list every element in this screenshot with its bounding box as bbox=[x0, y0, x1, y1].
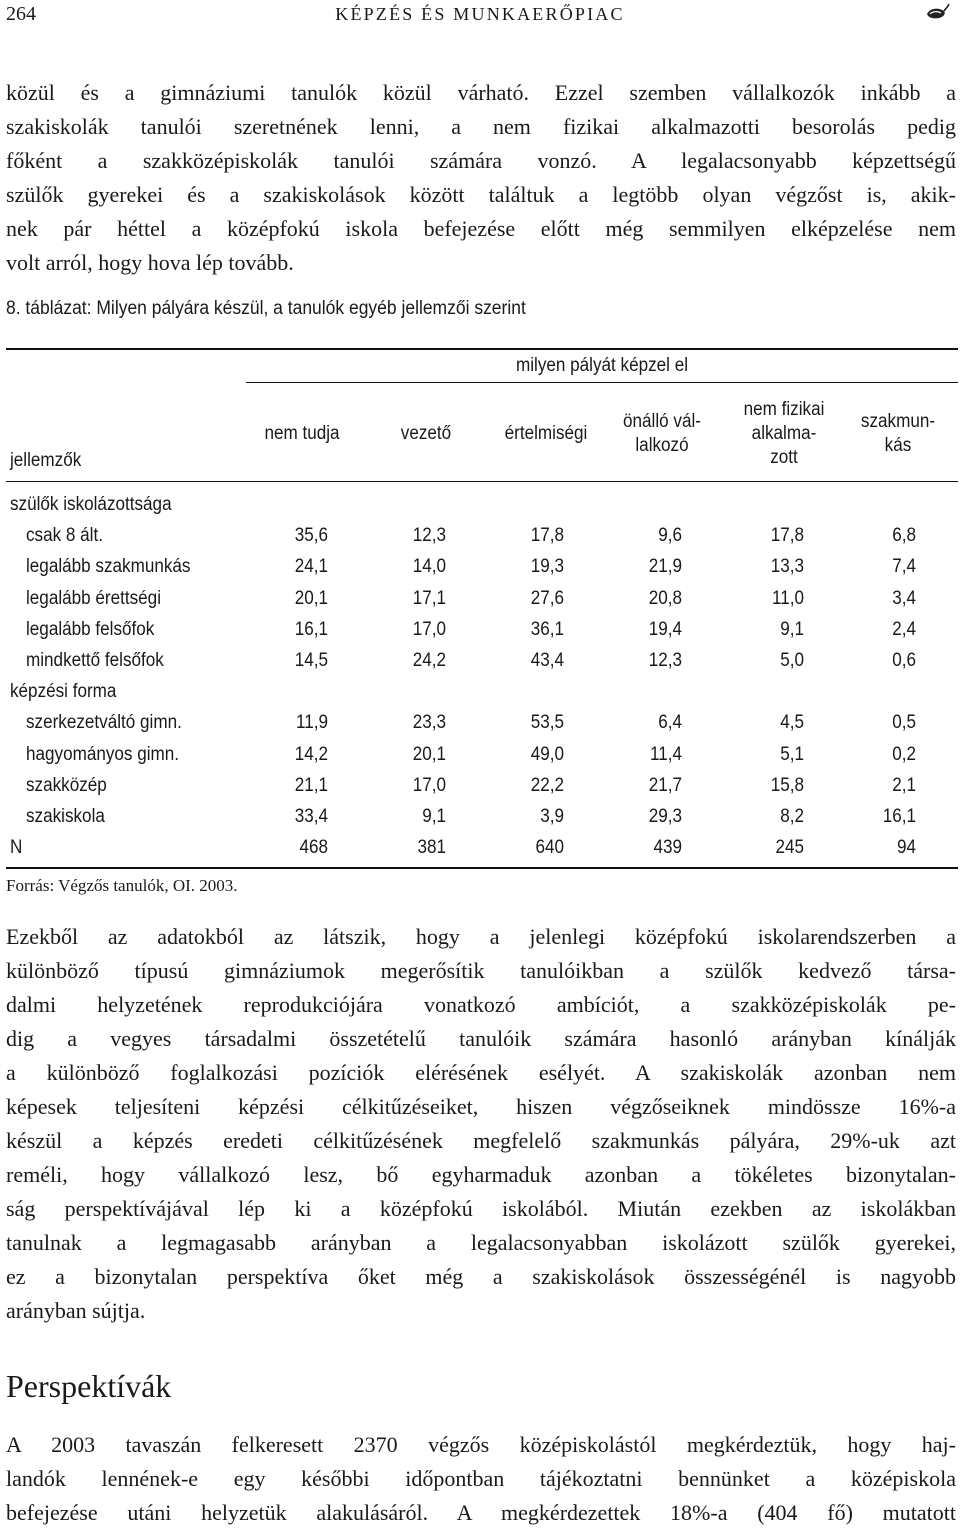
column-header: kás bbox=[884, 435, 912, 456]
text-line: képesek teljesíteni képzési célkitűzéseiket, hiszen végzőseiknek mindössze 16%-a bbox=[6, 1094, 956, 1119]
table-cell: 6,8 bbox=[892, 525, 916, 547]
group-header: milyen pályát képzel el bbox=[515, 355, 689, 376]
table-cell: 21,1 bbox=[294, 774, 328, 796]
column-header: vezető bbox=[400, 423, 452, 444]
text-line: közül és a gimnáziumi tanulók közül várható. Ezzel szemben vállalkozók inkább a bbox=[6, 80, 956, 105]
column-header: nem fizikai bbox=[743, 399, 825, 420]
column-header: zott bbox=[770, 447, 798, 468]
text-line: arányban sújtja. bbox=[6, 1298, 146, 1323]
text-line: befejezése utáni helyzetük alakulásáról. A megkérdezettek 18%-a (404 fő) mutatott bbox=[6, 1500, 956, 1525]
table-cell: 5,0 bbox=[780, 650, 804, 671]
text-line: a különböző foglalkozási pozíciók elérésének esélyét. A szakiskolák azonban nem bbox=[6, 1060, 956, 1085]
column-header: nem tudja bbox=[264, 423, 340, 444]
column-header: szakmun- bbox=[860, 411, 936, 432]
text-line: reméli, hogy vállalkozó lesz, bő egyharmaduk azonban a tökéletes bizonytalan- bbox=[6, 1162, 956, 1187]
text-line: ság perspektívájával lép ki a középfokú iskolából. Miután ezekben az iskolákban bbox=[6, 1196, 956, 1221]
header-bottom-rule bbox=[6, 481, 958, 482]
text-line: Ezekből az adatokból az látszik, hogy a jelenlegi középfokú iskolarendszerben a bbox=[6, 924, 956, 949]
row-label: szerkezetváltó gimn. bbox=[26, 712, 182, 734]
table-cell: 16,1 bbox=[294, 618, 328, 640]
text-line: készül a képzés eredeti célkitűzésének megfelelő szakmunkás pályára, 29%-uk azt bbox=[6, 1128, 956, 1153]
table-cell: 17,8 bbox=[530, 525, 564, 547]
text-line: különböző típusú gimnáziumok megerősítik tanulóikban a szülők kedvező társa- bbox=[6, 958, 956, 983]
table-cell: 9,6 bbox=[658, 525, 682, 547]
table-cell: 12,3 bbox=[412, 525, 446, 547]
table-cell: 381 bbox=[417, 837, 446, 859]
table-cell: 2,4 bbox=[892, 618, 916, 640]
table-caption: 8. táblázat: Milyen pályára készül, a tanulók egyéb jellemzői szerint bbox=[6, 298, 526, 319]
table-cell: 6,4 bbox=[658, 712, 682, 734]
text-line: dig a vegyes társadalmi összetételű tanulóik számára hasonló arányban kínálják bbox=[6, 1026, 956, 1051]
table-cell: 19,4 bbox=[648, 618, 682, 640]
table-cell: 14,0 bbox=[412, 556, 446, 578]
table-cell: 9,1 bbox=[422, 806, 446, 827]
table-source: Forrás: Végzős tanulók, OI. 2003. bbox=[6, 876, 238, 895]
table-cell: 43,4 bbox=[530, 650, 564, 671]
table-bottom-rule bbox=[6, 867, 958, 869]
stub-header: jellemzők bbox=[10, 450, 82, 471]
table-cell: 245 bbox=[775, 837, 804, 859]
pepper-icon bbox=[924, 2, 950, 24]
text-line: főként a szakközépiskolák tanulói számára vonzó. A legalacsonyabb képzettségű bbox=[6, 148, 956, 173]
row-label: szakiskola bbox=[26, 806, 105, 827]
row-label: N bbox=[10, 837, 23, 859]
row-label: csak 8 ált. bbox=[26, 525, 103, 547]
table-cell: 21,9 bbox=[648, 556, 682, 578]
table-cell: 36,1 bbox=[530, 618, 564, 640]
table-cell: 439 bbox=[653, 837, 682, 859]
table-cell: 49,0 bbox=[530, 743, 564, 765]
section-heading: Perspektívák bbox=[6, 1368, 172, 1404]
table-cell: 22,2 bbox=[530, 774, 564, 796]
row-label: legalább érettségi bbox=[26, 587, 161, 609]
table-cell: 20,1 bbox=[412, 743, 446, 765]
text-line: volt arról, hogy hova lép tovább. bbox=[6, 250, 294, 275]
table-cell: 24,2 bbox=[412, 650, 446, 671]
table-cell: 5,1 bbox=[780, 743, 804, 765]
table-cell: 7,4 bbox=[892, 556, 916, 578]
running-header bbox=[0, 0, 960, 30]
text-line: dalmi helyzetének reprodukciójára vonatkozó ambíciót, a szakközépiskolák pe- bbox=[6, 992, 956, 1017]
table-cell: 35,6 bbox=[294, 525, 328, 547]
table-cell: 19,3 bbox=[530, 556, 564, 578]
table-cell: 17,8 bbox=[770, 525, 804, 547]
column-header: lalkozó bbox=[635, 435, 689, 456]
text-line: landók lennének-e egy későbbi időpontban tájékoztatni bennünket a középiskola bbox=[6, 1466, 956, 1491]
row-label: legalább szakmunkás bbox=[26, 556, 191, 578]
table-cell: 21,7 bbox=[648, 774, 682, 796]
text-line: szakiskolák tanulói szeretnének lenni, a nem fizikai alkalmazotti besorolás pedig bbox=[6, 114, 956, 139]
column-header: alkalma- bbox=[751, 423, 817, 444]
column-header: értelmiségi bbox=[504, 423, 588, 444]
table-cell: 94 bbox=[896, 837, 916, 859]
table-cell: 27,6 bbox=[530, 587, 564, 609]
table-cell: 0,5 bbox=[892, 712, 916, 734]
table-cell: 20,8 bbox=[648, 587, 682, 609]
table-cell: 11,4 bbox=[649, 743, 682, 765]
text-line: nek pár héttel a középfokú iskola befejezése előtt még semmilyen elképzelése nem bbox=[6, 216, 956, 241]
text-line: szülők gyerekei és a szakiskolások között találtuk a legtöbb olyan végzőst is, akik- bbox=[6, 182, 956, 207]
table-cell: 13,3 bbox=[770, 556, 804, 578]
table-cell: 0,2 bbox=[892, 743, 916, 765]
paragraph-intro bbox=[6, 76, 956, 280]
table-top-rule bbox=[6, 348, 958, 350]
table-cell: 15,8 bbox=[770, 774, 804, 796]
row-label: mindkettő felsőfok bbox=[26, 650, 164, 671]
column-header: önálló vál- bbox=[623, 411, 701, 432]
table-cell: 8,2 bbox=[780, 806, 804, 827]
table-cell: 0,6 bbox=[892, 650, 916, 671]
row-label: hagyományos gimn. bbox=[26, 743, 180, 765]
table-cell: 11,9 bbox=[295, 712, 328, 734]
paragraph-perspectives bbox=[6, 1428, 956, 1530]
table-cell: 468 bbox=[299, 837, 328, 859]
row-label: szakközép bbox=[26, 774, 107, 796]
table-cell: 3,9 bbox=[540, 806, 564, 827]
table-cell: 20,1 bbox=[294, 587, 328, 609]
table-cell: 53,5 bbox=[530, 712, 564, 734]
table-cell: 17,1 bbox=[412, 587, 446, 609]
text-line: A 2003 tavaszán felkeresett 2370 végzős középiskolástól megkérdeztük, hogy haj- bbox=[6, 1432, 956, 1457]
row-group-label: szülők iskolázottsága bbox=[10, 494, 172, 515]
table-cell: 33,4 bbox=[294, 806, 328, 827]
table-cell: 14,2 bbox=[294, 743, 328, 765]
table-cell: 640 bbox=[535, 837, 564, 859]
running-title: KÉPZÉS ÉS MUNKAERŐPIAC bbox=[335, 4, 625, 24]
text-line: tanulnak a legmagasabb arányban a legalacsonyabban iskolázott szülők gyerekei, bbox=[6, 1230, 956, 1255]
table-cell: 12,3 bbox=[648, 650, 682, 671]
page-number: 264 bbox=[6, 3, 36, 25]
table-cell: 3,4 bbox=[892, 587, 916, 609]
text-line: ez a bizonytalan perspektíva őket még a szakiskolások összességénél is nagyobb bbox=[6, 1264, 956, 1289]
table-cell: 11,0 bbox=[771, 587, 804, 609]
table-cell: 29,3 bbox=[648, 806, 682, 827]
table-cell: 23,3 bbox=[412, 712, 446, 734]
paragraph-analysis bbox=[6, 920, 956, 1328]
table-cell: 17,0 bbox=[412, 774, 446, 796]
table-cell: 14,5 bbox=[294, 650, 328, 671]
row-group-label: képzési forma bbox=[10, 681, 117, 703]
row-label: legalább felsőfok bbox=[26, 618, 155, 640]
table-cell: 4,5 bbox=[780, 712, 804, 734]
table-cell: 9,1 bbox=[780, 618, 804, 640]
table-cell: 24,1 bbox=[294, 556, 328, 578]
table-cell: 2,1 bbox=[892, 774, 916, 796]
table-cell: 17,0 bbox=[412, 618, 446, 640]
table-cell: 16,1 bbox=[882, 806, 916, 827]
group-header-rule bbox=[246, 382, 958, 383]
